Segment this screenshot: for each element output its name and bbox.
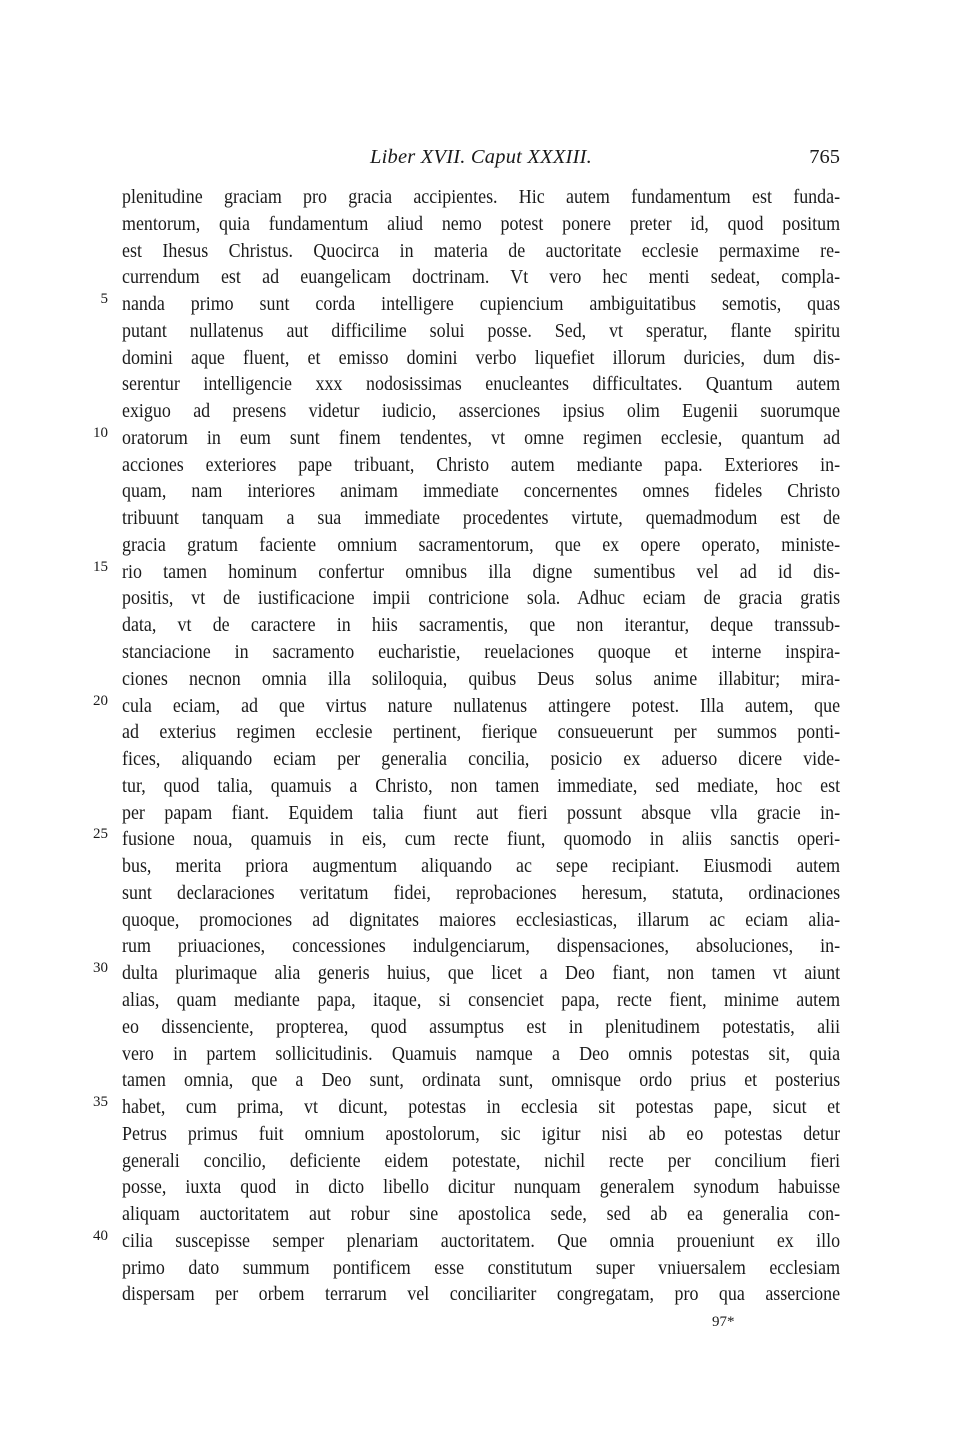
line-text: plenitudine graciam pro gracia accipientes. Hic autem fundamentum est funda- <box>122 186 841 208</box>
text-line <box>122 1174 840 1201</box>
text-line <box>122 398 840 425</box>
line-number: 5 <box>100 291 108 308</box>
text-line <box>122 505 840 532</box>
line-text: nanda primo sunt corda intelligere cupiencium ambiguitatibus semotis, quas <box>122 293 841 316</box>
line-text: alias, quam mediante papa, itaque, si consenciet papa, recte fient, minime autem <box>122 988 841 1011</box>
line-number: 10 <box>93 424 108 441</box>
line-text: quoque, promociones ad dignitates maiores ecclesiasticas, illarum ac eciam alia- <box>122 908 841 931</box>
running-title: Liber XVII. Caput XXXIII. <box>370 146 592 168</box>
text-line <box>122 585 840 612</box>
line-text: tribuunt tanquam a sua immediate procedentes virtute, quemadmodum est de <box>122 507 841 530</box>
line-text: tamen omnia, que a Deo sunt, ordinata sunt, omnisque ordo prius et posterius <box>122 1069 841 1092</box>
text-line <box>122 1014 840 1041</box>
line-text: ad exterius regimen ecclesie pertinent, fierique consueuerunt per summos ponti- <box>122 721 841 744</box>
text-line <box>122 612 840 639</box>
text-line <box>122 933 840 960</box>
text-line <box>93 960 841 987</box>
text-line <box>122 907 840 934</box>
text-line <box>122 666 840 693</box>
text-line <box>122 211 840 238</box>
line-text: stanciacione in sacramento eucharistie, reuelaciones quoque et interne inspira- <box>122 641 841 664</box>
line-text: primo dato summum pontificem esse constitutum super vniuersalem ecclesiam <box>122 1256 841 1279</box>
line-text: dulta plurimaque alia generis huius, que licet a Deo fiant, non tamen vt aiunt <box>122 962 841 985</box>
text-line <box>122 1148 840 1175</box>
text-line <box>122 318 840 345</box>
text-line <box>93 692 841 720</box>
text-line <box>122 532 840 559</box>
line-text: domini aque fluent, et emisso domini verbo liquefiet illorum duricies, dum dis- <box>122 346 841 369</box>
text-line <box>122 719 840 746</box>
line-text: ciones necnon omnia illa soliloquia, quibus Deus solus anime illabitur; mira- <box>122 667 841 690</box>
line-text: acciones exteriores pape tribuant, Christo autem mediante papa. Exteriores in- <box>122 453 841 476</box>
line-text: sunt declaraciones veritatum fidei, reprobaciones heresum, statuta, ordinaciones <box>122 881 841 904</box>
text-line <box>122 345 840 372</box>
text-line <box>122 452 840 479</box>
running-head <box>122 146 840 174</box>
text-line <box>93 558 841 586</box>
text-line <box>122 184 840 211</box>
line-text: quam, nam interiores animam immediate concernentes omnes fideles Christo <box>122 480 841 503</box>
line-text: tur, quod talia, quamuis a Christo, non tamen immediate, sed mediate, hoc est <box>122 774 841 797</box>
line-number: 20 <box>93 692 108 709</box>
text-line <box>122 238 840 265</box>
line-text: posse, iuxta quod in dicto libello dicitur nunquam generalem synodum habuisse <box>122 1176 841 1199</box>
text-line <box>122 853 840 880</box>
text-line <box>122 746 840 773</box>
page-number: 765 <box>809 146 840 168</box>
text-line <box>122 371 840 398</box>
text-line <box>122 987 840 1014</box>
line-text: vero in partem sollicitudinis. Quamuis namque a Deo omnis potestas sit, quia <box>122 1042 841 1065</box>
text-line <box>122 639 840 666</box>
text-line <box>122 1121 840 1148</box>
line-text: cilia suscepisse semper plenariam auctoritatem. Que omnia proueniunt ex illo <box>122 1229 841 1252</box>
line-number: 35 <box>93 1094 108 1111</box>
text-line <box>122 1201 840 1228</box>
text-line <box>122 1281 840 1308</box>
text-line <box>122 880 840 907</box>
text-line <box>122 1255 840 1282</box>
line-text: fices, aliquando eciam per generalia concilia, posicio ex aduerso dicere vide- <box>122 748 841 771</box>
text-line <box>100 291 841 318</box>
line-text: currendum est ad euangelicam doctrinam. Vt vero hec menti sedeat, compla- <box>122 266 841 289</box>
line-text: bus, merita priora augmentum aliquando ac sepe recipiant. Eiusmodi autem <box>122 855 841 878</box>
line-text: dispersam per orbem terrarum vel conciliariter congregatam, pro qua assercione <box>122 1283 841 1306</box>
text-line <box>122 800 840 827</box>
text-line <box>122 1067 840 1094</box>
signature-mark: 97* <box>712 1314 735 1330</box>
text-line <box>122 478 840 505</box>
line-text: positis, vt de iustificacione impii contricione sola. Adhuc eciam de gracia gratis <box>122 587 841 610</box>
line-number: 40 <box>93 1227 108 1244</box>
line-text: rum priuaciones, concessiones indulgenciarum, dispensaciones, absoluciones, in- <box>122 935 841 958</box>
line-text: cula eciam, ad que virtus nature nullatenus attingere potest. Illa autem, que <box>122 694 841 717</box>
line-text: putant nullatenus aut difficilime solui posse. Sed, vt speratur, flante spiritu <box>122 319 841 342</box>
line-number: 15 <box>93 558 108 575</box>
line-text: serentur intelligencie xxx nodosissimas enucleantes difficultates. Quantum autem <box>122 373 841 396</box>
line-text: oratorum in eum sunt finem tendentes, vt omne regimen ecclesie, quantum ad <box>122 426 841 449</box>
body-text <box>93 184 841 1308</box>
text-line <box>93 424 841 452</box>
line-text: habet, cum prima, vt dicunt, potestas in ecclesia sit potestas pape, sicut et <box>122 1096 841 1119</box>
text-line <box>93 826 841 853</box>
text-line <box>122 773 840 800</box>
line-text: eo dissenciente, propterea, quod assumptus est in plenitudinem potestatis, alii <box>122 1015 841 1038</box>
line-text: gracia gratum faciente omnium sacramentorum, que ex opere operato, ministe- <box>122 533 841 556</box>
line-text: Petrus primus fuit omnium apostolorum, sic igitur nisi ab eo potestas detur <box>122 1122 841 1145</box>
line-number: 30 <box>93 960 108 977</box>
line-number: 25 <box>93 826 108 843</box>
text-line <box>93 1094 841 1121</box>
line-text: aliquam auctoritatem aut robur sine apostolica sede, sed ab ea generalia con- <box>122 1203 841 1226</box>
line-text: data, vt de caractere in hiis sacramentis, que non iterantur, deque transsub- <box>122 614 841 637</box>
line-text: rio tamen hominum confertur omnibus illa digne sumentibus vel ad id dis- <box>122 560 841 583</box>
line-text: mentorum, quia fundamentum aliud nemo potest ponere preter id, quod positum <box>122 212 841 235</box>
line-text: generali concilio, deficiente eidem potestate, nichil recte per concilium fieri <box>122 1149 841 1172</box>
line-text: est Ihesus Christus. Quocirca in materia de auctoritate ecclesie permaxime re- <box>122 239 841 262</box>
text-line <box>93 1227 841 1255</box>
text-line <box>122 264 840 291</box>
line-text: exiguo ad presens videtur iudicio, asserciones ipsius olim Eugenii suorumque <box>122 400 841 423</box>
line-text: per papam fiant. Equidem talia fiunt aut fieri possunt absque vlla gracie in- <box>122 801 841 824</box>
text-line <box>122 1041 840 1068</box>
line-text: fusione noua, quamuis in eis, cum recte fiunt, quomodo in aliis sanctis operi- <box>122 828 841 851</box>
